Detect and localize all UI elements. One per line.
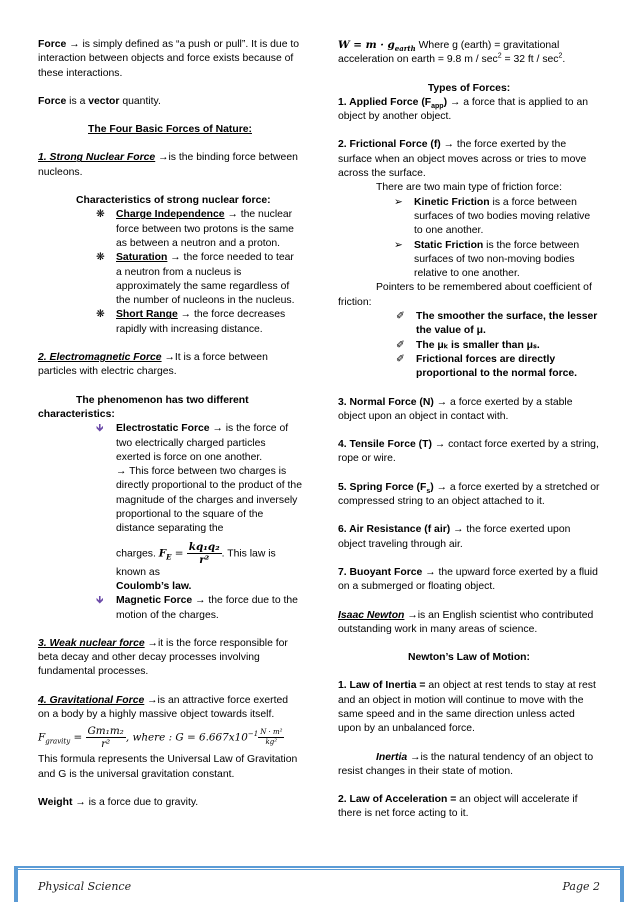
list-item: 🡻 Electrostatic Force → is the force of two electrically charged particles exerted is force on one another. → This force between two charges is directly proportional to the product of the magnitude of the charges and inversely proportional to the square of the distance separating the charges. $F_E$ = $\frac{\text{kq₁q₂}}{\text{r²}}$ . This law is known asCoulomb’s law. <box>96 423 302 592</box>
inertia-def: Inertia →is the natural tendency of an object to resist changes in their state of motion. <box>338 751 594 777</box>
strong-char-list <box>38 208 302 337</box>
types-heading: Types of Forces: <box>427 82 511 94</box>
four-forces-heading: The Four Basic Forces of Nature: <box>88 124 252 136</box>
friction-types-intro: There are two main type of friction force: <box>376 182 562 194</box>
strong-char-heading: Characteristics of strong nuclear force: <box>76 195 271 207</box>
law-of-inertia: 1. Law of Inertia = an object at rest tends to stay at rest and an object in motion will continue to move with the same speed and in the same direction unless acted upon by an unbalanced force. <box>338 680 596 735</box>
pointers-intro: Pointers to be remembered about coefficient of friction: <box>338 282 592 308</box>
grav-formula: $F_{gravity}$ = $\frac{\text{Gm₁m₂}}{\text{r²}}$ , where : $G = 6.667x10^{-1}$ $\frac{\text{N · m²}}{\text{kg²}}$ <box>38 725 283 751</box>
list-item: ➢ Static Friction is the force between surfaces of two non-moving bodies relative to one another. <box>394 239 580 280</box>
em-char-list <box>38 422 302 623</box>
list-item: ❋ Saturation → the force needed to tear a neutron from a nucleus is approximately the same regardless of the number of nucleons in the nucleus. <box>96 252 295 307</box>
weak-force: 3. Weak nuclear force →it is the force responsible for beta decay and other decay processes involving fundamental processes. <box>38 637 288 678</box>
spring-force: 5. Spring Force $(F_s) \to a$ force exerted by a stretched or compressed string to an object attached to it. <box>338 481 600 508</box>
list-item: ✐ Frictional forces are directly proportional to the normal force. <box>396 353 578 380</box>
footer-left-bar <box>14 866 18 902</box>
right-column <box>338 38 600 822</box>
list-item: ✐ The smoother the surface, the lesser the value of μ. <box>396 311 598 337</box>
isaac-newton: Isaac Newton →is an English scientist who contributed outstanding work in many areas of science. <box>338 609 594 635</box>
footer-subject: Physical Science <box>38 880 132 893</box>
list-item: ✐ The μₖ is smaller than μₛ. <box>396 339 540 351</box>
list-item: ❋ Charge Independence → the nuclear force between two protons is the same as between a neutron and a proton. <box>96 209 294 249</box>
footer-right-bar <box>620 866 624 902</box>
list-item: 🡻 Magnetic Force → the force due to the motion of the charges. <box>96 595 298 621</box>
list-item: ❋ Short Range → the force decreases rapidly with increasing distance. <box>96 309 286 335</box>
footer-rule-thin <box>14 869 624 870</box>
grav-force: 4. Gravitational Force →is an attractive force exerted on a body by a highly massive object towards itself. <box>38 694 289 720</box>
air-resistance: 6. Air Resistance (f air) → the force exerted upon object traveling through air. <box>338 524 571 550</box>
footer-page-number: Page 2 <box>562 880 600 893</box>
tensile-force: 4. Tensile Force (T) → contact force exerted by a string, rope or wire. <box>338 439 599 465</box>
force-vector: Force is a vector quantity. <box>38 95 161 107</box>
em-force: 2. Electromagnetic Force →It is a force between particles with electric charges. <box>38 352 268 378</box>
strong-force: 1. Strong Nuclear Force →is the binding force between nucleons. <box>38 152 298 178</box>
applied-force: 1. Applied Force $(F_{app}) \to a$ force that is applied to an object by another object. <box>338 96 588 123</box>
force-definition: Force → is simply defined as “a push or pull”. It is due to interaction between objects and force exists because of these interactions. <box>38 39 300 79</box>
friction-force: 2. Frictional Force (f) → the force exerted by the surface when an object moves across or tries to move across the surface. <box>338 139 587 180</box>
buoyant-force: 7. Buoyant Force → the upward force exerted by a fluid on a submerged or floating object. <box>338 566 598 593</box>
footer-rule <box>14 866 624 868</box>
law-of-acceleration: 2. Law of Acceleration = an object will accelerate if there is net force acting to it. <box>338 794 578 820</box>
weight-formula: $W = m \cdot g_{earth}$ Where g (earth) = gravitational acceleration on earth = 9.8 $m / \sec^2 = 32$ ft / $\sec^2$. <box>338 39 566 66</box>
list-item: ➢ Kinetic Friction is a force between surfaces of two bodies moving relative to one another. <box>394 196 591 237</box>
left-column <box>38 38 302 810</box>
pointers-list <box>338 310 600 381</box>
laws-heading: Newton’s Law of Motion: <box>408 652 530 664</box>
normal-force: 3. Normal Force (N) → a force exerted by a stable object upon an object in contact with. <box>338 396 573 422</box>
friction-types-list <box>338 196 600 282</box>
em-char-heading: The phenomenon has two different characteristics: <box>38 394 249 420</box>
grav-text: This formula represents the Universal Law of Gravitation and G is the universal gravitation constant. <box>38 754 298 780</box>
weight: Weight → is a force due to gravity. <box>38 796 199 808</box>
